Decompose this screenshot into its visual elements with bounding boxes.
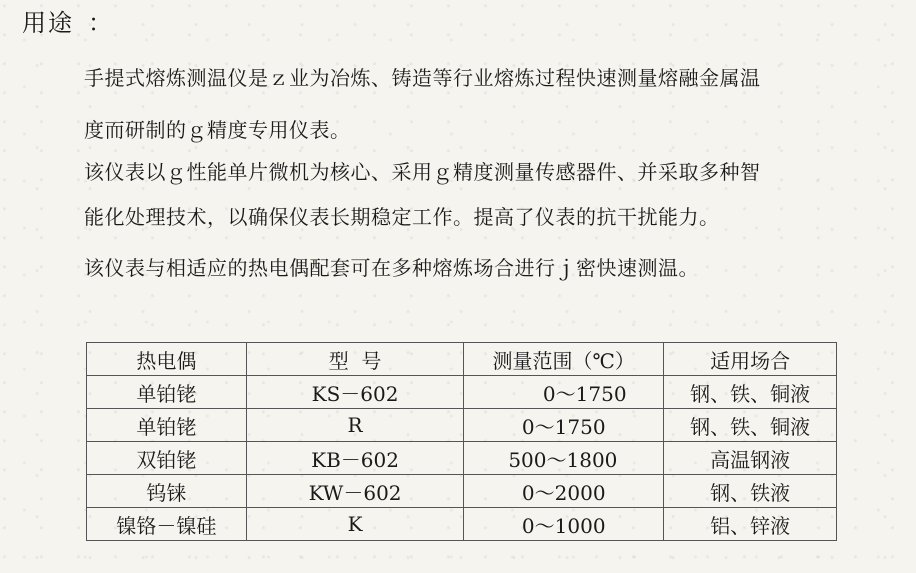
table-header-row (87, 343, 837, 376)
cell-model: KB－602 (246, 442, 464, 475)
table-row (87, 475, 837, 508)
cell-application: 高温钢液 (664, 442, 837, 475)
cell-thermocouple: 单铂铑 (87, 409, 247, 442)
cell-thermocouple: 钨铼 (87, 475, 247, 508)
table-row (87, 376, 837, 409)
cell-model: K (246, 508, 464, 541)
cell-range: 0～1750 (464, 376, 664, 409)
cell-application: 钢、铁、铜液 (664, 376, 837, 409)
cell-thermocouple: 双铂铑 (87, 442, 247, 475)
paragraph-line: 度而研制的ｇ精度专用仪表。 (84, 118, 351, 142)
cell-model: KW－602 (246, 475, 464, 508)
header-thermocouple: 热电偶 (87, 343, 247, 376)
cell-application: 铝、锌液 (664, 508, 837, 541)
table-row (87, 442, 837, 475)
table-row (87, 508, 837, 541)
paragraph-line: 手提式熔炼测温仪是ｚ业为冶炼、铸造等行业熔炼过程快速测量熔融金属温 (84, 66, 761, 90)
cell-range: 500～1800 (464, 442, 664, 475)
cell-range: 0～1000 (464, 508, 664, 541)
paragraph-line: 该仪表与相适应的热电偶配套可在多种熔炼场合进行ｊ密快速测温。 (84, 256, 699, 280)
cell-range: 0～2000 (464, 475, 664, 508)
cell-model: R (246, 409, 464, 442)
header-application: 适用场合 (664, 343, 837, 376)
cell-thermocouple: 单铂铑 (87, 376, 247, 409)
section-heading (22, 6, 114, 40)
heading-colon: ： (88, 9, 114, 37)
heading-title: 用途 (22, 9, 74, 37)
thermocouple-spec-table (86, 342, 837, 541)
cell-model: KS－602 (246, 376, 464, 409)
cell-range: 0～1750 (464, 409, 664, 442)
header-range: 测量范围（℃） (464, 343, 664, 376)
table-row (87, 409, 837, 442)
cell-application: 钢、铁液 (664, 475, 837, 508)
paragraph-line: 能化处理技术，以确保仪表长期稳定工作。提高了仪表的抗干扰能力。 (84, 205, 720, 229)
paragraph-line: 该仪表以ｇ性能单片微机为核心、采用ｇ精度测量传感器件、并采取多种智 (84, 160, 761, 184)
cell-thermocouple: 镍铬－镍硅 (87, 508, 247, 541)
cell-application: 钢、铁、铜液 (664, 409, 837, 442)
header-model: 型 号 (246, 343, 464, 376)
